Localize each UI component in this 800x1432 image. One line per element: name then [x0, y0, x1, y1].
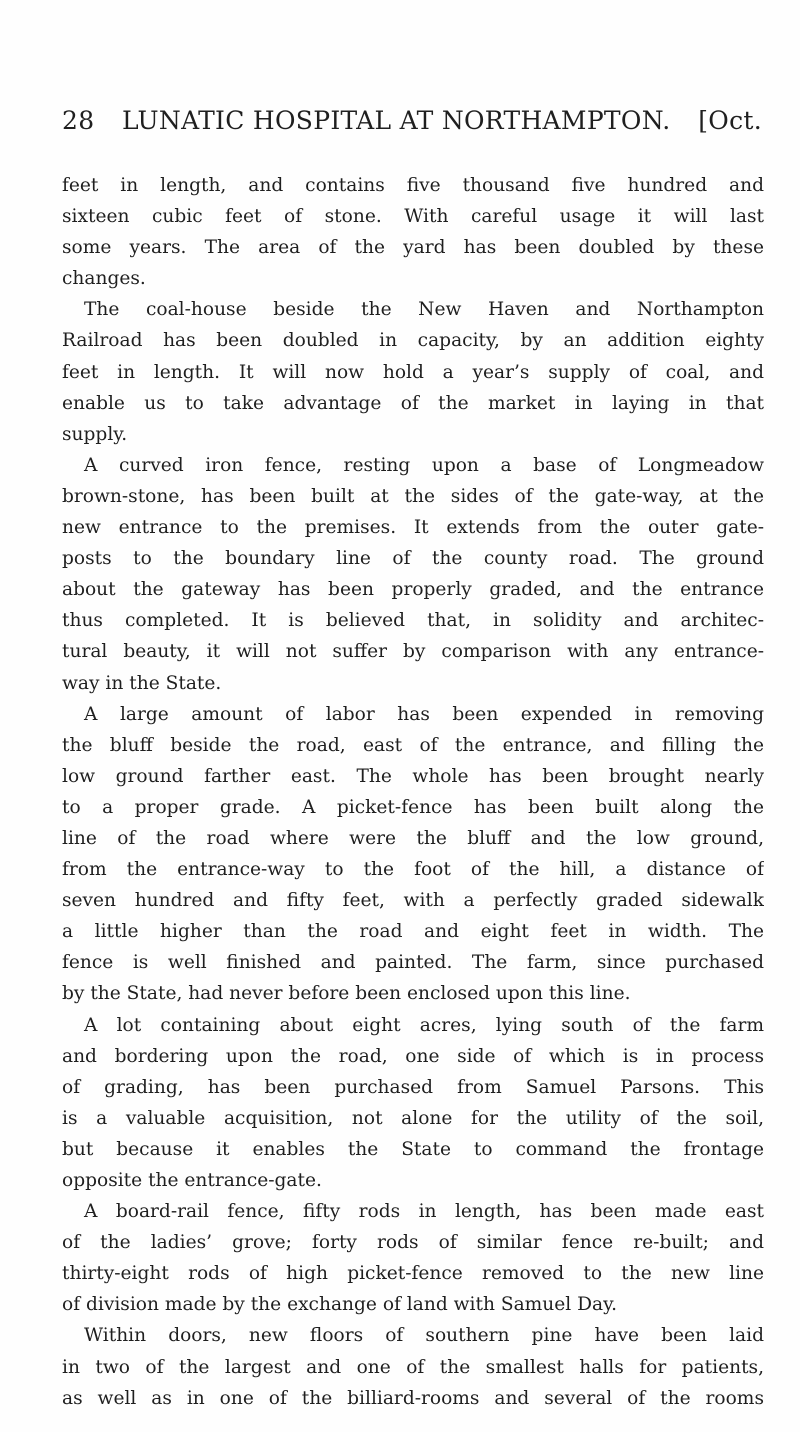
text-line: is a valuable acquisition, not alone for the utility of the soil, [62, 1107, 764, 1129]
text-line: thus completed. It is believed that, in solidity and architec- [62, 610, 764, 632]
text-line: some years. The area of the yard has been doubled by these [62, 237, 764, 259]
text-line: low ground farther east. The whole has been brought nearly [62, 765, 764, 787]
header-month: [Oct. [698, 106, 762, 135]
text-line: sixteen cubic feet of stone. With careful usage it will last [62, 206, 764, 228]
text-line: the bluff beside the road, east of the entrance, and filling the [62, 734, 764, 756]
running-title: LUNATIC HOSPITAL AT NORTHAMPTON. [122, 106, 671, 135]
text-line: of the ladies’ grove; forty rods of similar fence re-built; and [62, 1232, 764, 1254]
paragraph [62, 170, 764, 294]
text-line: and bordering upon the road, one side of which is in process [62, 1045, 764, 1067]
text-line: seven hundred and fifty feet, with a perfectly graded sidewalk [62, 890, 764, 912]
text-line: Railroad has been doubled in capacity, by an addition eighty [62, 330, 764, 352]
paragraph [62, 1010, 764, 1197]
text-line: feet in length, and contains five thousand five hundred and [62, 175, 764, 196]
text-line: from the entrance-way to the foot of the hill, a distance of [62, 859, 764, 881]
text-line: thirty-eight rods of high picket-fence removed to the new line [62, 1263, 764, 1285]
text-line: The coal-house beside the New Haven and Northampton [84, 299, 764, 321]
text-line: line of the road where were the bluff and the low ground, [62, 827, 764, 849]
text-line: A curved iron fence, resting upon a base of Longmeadow [84, 454, 764, 476]
text-line: about the gateway has been properly graded, and the entrance [62, 579, 764, 601]
text-line: tural beauty, it will not suffer by comparison with any entrance- [62, 641, 764, 663]
text-line: but because it enables the State to command the frontage [62, 1138, 764, 1160]
text-line: a little higher than the road and eight feet in width. The [62, 921, 764, 943]
text-line: brown-stone, has been built at the sides of the gate-way, at the [62, 485, 764, 507]
text-line: way in the State. [62, 672, 222, 694]
paragraph [62, 450, 764, 699]
text-line: of grading, has been purchased from Samuel Parsons. This [62, 1076, 764, 1098]
text-line: Within doors, new floors of southern pine have been laid [84, 1325, 764, 1347]
paragraph [62, 294, 764, 449]
text-line: fence is well finished and painted. The farm, since purchased [62, 952, 764, 974]
text-line: opposite the entrance-gate. [62, 1170, 322, 1191]
body-text [62, 170, 764, 1414]
text-line: A board-rail fence, fifty rods in length, has been made east [84, 1201, 764, 1223]
text-line: by the State, had never before been enclosed upon this line. [62, 983, 631, 1005]
paragraph [62, 699, 764, 1010]
paragraph [62, 1196, 764, 1320]
text-line: changes. [62, 268, 146, 290]
text-line: feet in length. It will now hold a year’s supply of coal, and [62, 361, 764, 383]
text-line: posts to the boundary line of the county road. The ground [62, 548, 764, 570]
text-line: enable us to take advantage of the market in laying in that [62, 392, 764, 414]
text-line: as well as in one of the billiard-rooms and several of the rooms [62, 1387, 764, 1409]
text-line: A large amount of labor has been expended in removing [84, 703, 764, 725]
text-line: new entrance to the premises. It extends from the outer gate- [62, 517, 764, 539]
text-line: supply. [62, 423, 128, 445]
text-line: A lot containing about eight acres, lying south of the farm [84, 1014, 764, 1036]
text-line: in two of the largest and one of the smallest halls for patients, [62, 1356, 764, 1378]
page-number: 28 [62, 106, 95, 135]
text-line: of division made by the exchange of land with Samuel Day. [62, 1294, 618, 1316]
text-line: to a proper grade. A picket-fence has been built along the [62, 796, 764, 818]
paragraph [62, 1320, 764, 1413]
page-header [62, 106, 762, 140]
